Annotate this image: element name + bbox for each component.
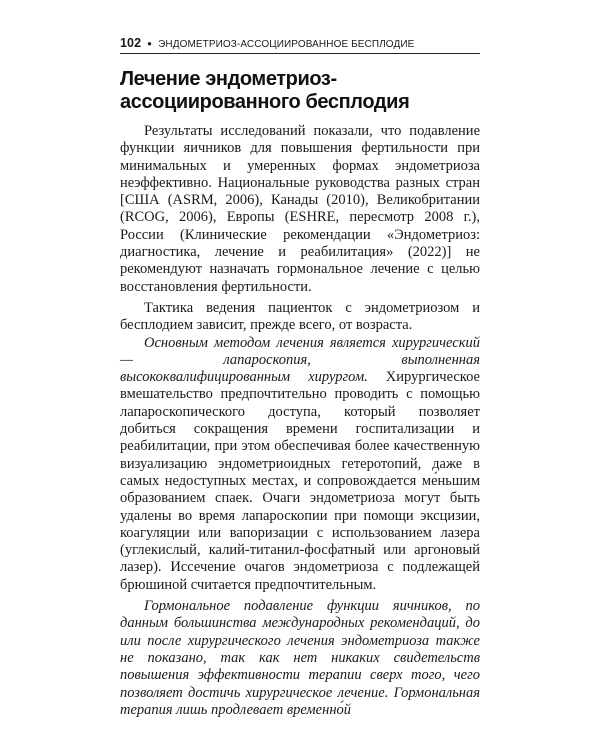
paragraph-hormonal (120, 598, 480, 719)
running-title: ЭНДОМЕТРИОЗ-АССОЦИИРОВАННОЕ БЕСПЛОДИЕ (158, 39, 415, 50)
hormonal-emphasis: Гормональное подавление функции яичников, по данным большинства международных рекомендаций, до или после хирургического лечения эндометриоза также не показано, так как нет никаких свидетельств повышения эффективности терапии сверх того, чего позволяет достичь хирургическое лечение. Гормональная терапия лишь продлевает временно́й (120, 598, 480, 718)
surgery-text: Хирургическое вмешательство предпочтительно проводить с помощью лапароскопического доступа, который позволяет добиться сокращения времени госпитализации и реабилитации, при этом обеспечивая более качественную визуализацию эндометриоидных гетеротопий, даже в самых недоступных местах, и сопровождается ме́ньшим образованием спаек. Очаги эндометриоза могут быть удалены во время лапароскопии при помощи эксцизии, коагуляции или вапоризации с использованием лазера (углекислый, калий-титанил-фосфатный или аргоновый лазер). Иссечение очагов эндометриоза с подлежащей брюшиной считается предпочтительным. (120, 369, 480, 593)
paragraph-tactics: Тактика ведения пациенток с эндометриозом и бесплодием зависит, прежде всего, от возраста. (120, 299, 480, 334)
bullet-icon: ● (147, 39, 153, 48)
section-title: Лечение эндометриоз-ассоциированного бесплодия (120, 68, 410, 113)
page-number: 102 (120, 36, 142, 50)
surgery-emphasis: Основным методом лечения является хирургический — лапароскопия, выполненная высококвалифицированным хирургом. (120, 334, 480, 386)
book-page (120, 36, 480, 719)
paragraph-surgery (120, 335, 480, 594)
paragraph-results: Результаты исследований показали, что подавление функции яичников для повышения фертильности при минимальных и умеренных формах эндометриоза неэффективно. Национальные руководства разных стран [США (ASRM, 2006), Канады (2010), Великобритании (RCOG, 2006), Европы (ESHRE, пересмотр 2008 г.), России (Клинические рекомендации «Эндометриоз: диагностика, лечение и реабилитация» (2022)] не рекомендуют назначать гормональное лечение с целью восстановления фертильности. (120, 123, 480, 295)
running-head (120, 36, 480, 54)
